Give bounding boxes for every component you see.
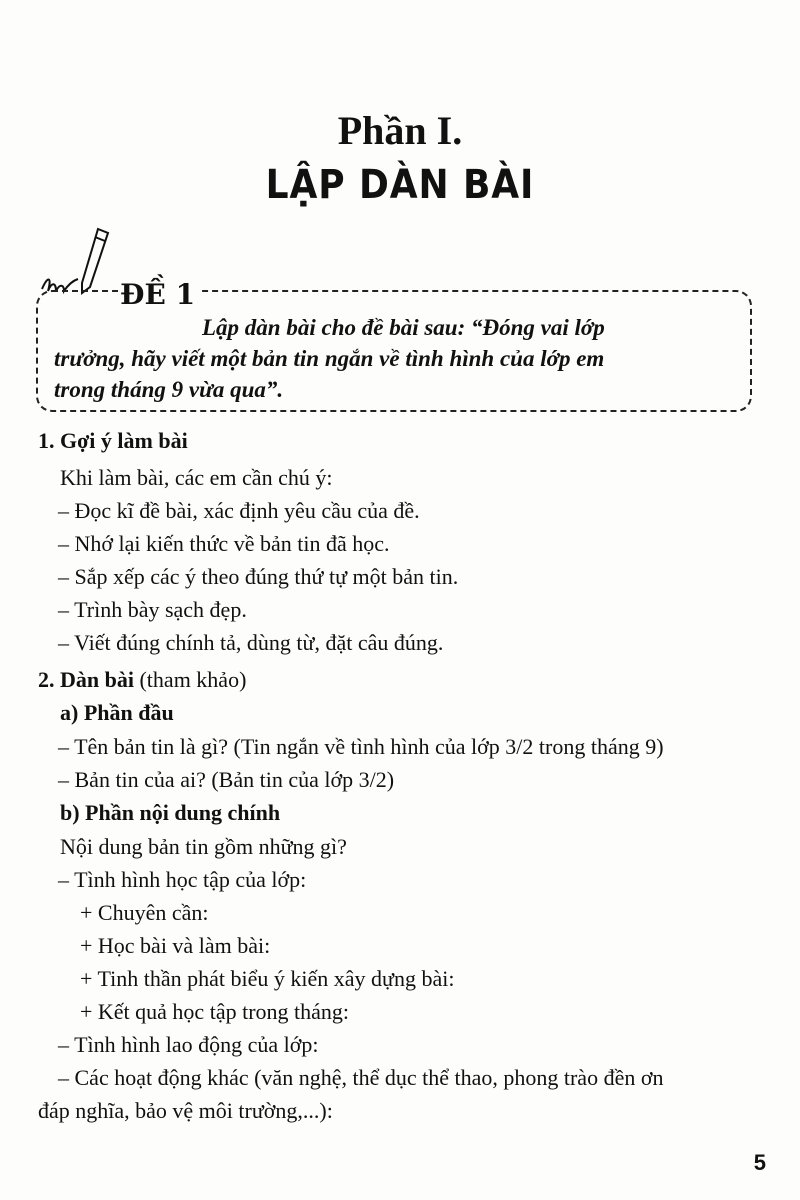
- list-item: – Đọc kĩ đề bài, xác định yêu cầu của đề.: [58, 498, 420, 523]
- prompt-line: trong tháng 9 vừa qua”.: [54, 377, 284, 402]
- prompt-line: trưởng, hãy viết một bản tin ngắn về tình hình của lớp em: [54, 346, 605, 371]
- list-item: – Tình hình học tập của lớp:: [58, 867, 307, 892]
- section-heading: 1. Gợi ý làm bài: [38, 428, 188, 453]
- sub-list-item: + Chuyên cần:: [80, 900, 209, 925]
- list-item: – Tên bản tin là gì? (Tin ngắn về tình hình của lớp 3/2 trong tháng 9): [58, 734, 664, 759]
- subsection-heading: a) Phần đầu: [60, 700, 174, 725]
- list-item: – Sắp xếp các ý theo đúng thứ tự một bản tin.: [58, 564, 459, 589]
- sub-list-item: + Kết quả học tập trong tháng:: [80, 999, 350, 1024]
- subsection-heading: b) Phần nội dung chính: [60, 800, 281, 825]
- list-item-continued: đáp nghĩa, bảo vệ môi trường,...):: [38, 1098, 333, 1123]
- page-title: LẬP DÀN BÀI: [265, 162, 535, 208]
- subsection-intro: Nội dung bản tin gồm những gì?: [60, 834, 347, 859]
- exercise-label: ĐỀ 1: [120, 280, 201, 310]
- list-item: – Các hoạt động khác (văn nghệ, thể dục thể thao, phong trào đền ơn: [58, 1065, 664, 1090]
- sub-list-item: + Tinh thần phát biểu ý kiến xây dựng bài:: [80, 966, 455, 991]
- page-number: 5: [753, 1150, 766, 1175]
- section-heading: [38, 667, 246, 693]
- list-item: – Trình bày sạch đẹp.: [58, 597, 247, 622]
- section-intro: Khi làm bài, các em cần chú ý:: [60, 465, 333, 490]
- list-item: – Nhớ lại kiến thức về bản tin đã học.: [58, 531, 390, 556]
- sub-list-item: + Học bài và làm bài:: [80, 933, 271, 958]
- list-item: – Tình hình lao động của lớp:: [58, 1032, 319, 1057]
- list-item: – Bản tin của ai? (Bản tin của lớp 3/2): [58, 767, 395, 792]
- list-item: – Viết đúng chính tả, dùng từ, đặt câu đúng.: [58, 630, 444, 655]
- section-heading-note: (tham khảo): [139, 667, 247, 692]
- part-heading: Phần I.: [337, 108, 463, 153]
- section-heading-title: 2. Dàn bài: [38, 667, 134, 692]
- prompt-line: Lập dàn bài cho đề bài sau: “Đóng vai lớp: [202, 315, 605, 340]
